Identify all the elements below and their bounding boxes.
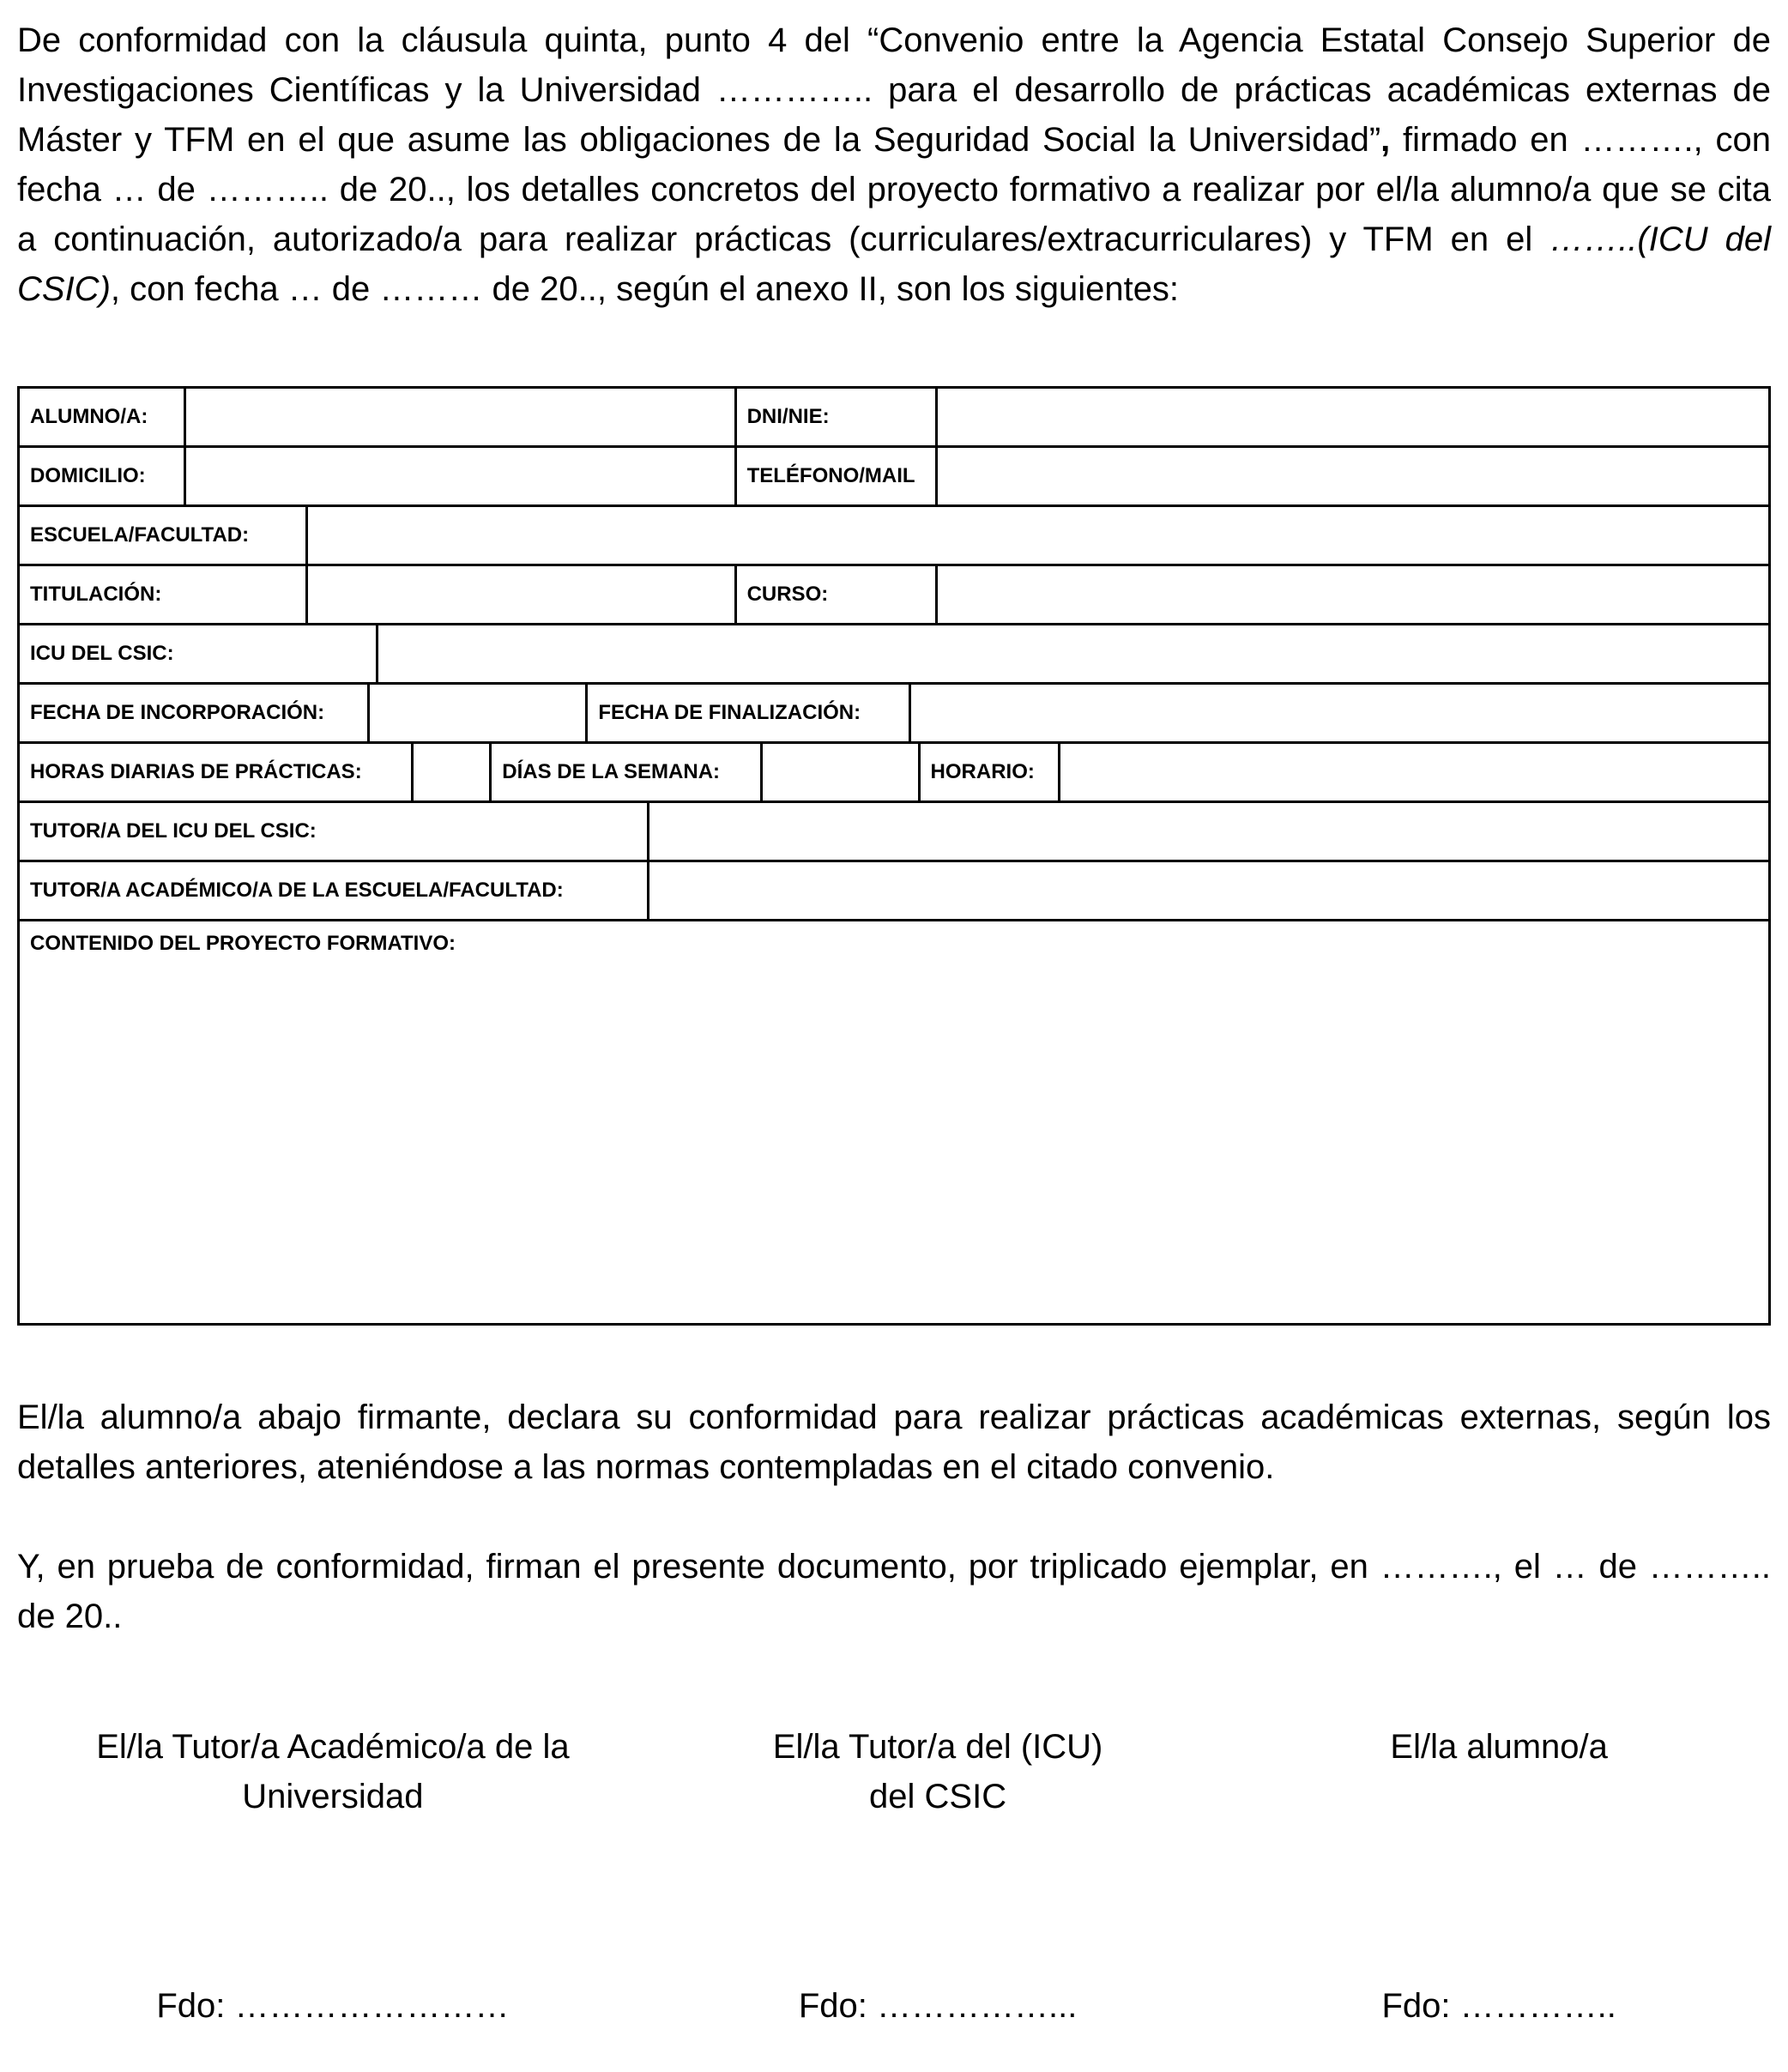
horas-diarias-label: HORAS DIARIAS DE PRÁCTICAS: (20, 744, 414, 800)
intro-paragraph (17, 15, 1771, 314)
fdo-tutor-universidad: Fdo: …………………… (156, 1987, 510, 2025)
fdo-tutor-icu: Fdo: ……………... (798, 1987, 1078, 2025)
dni-label: DNI/NIE: (737, 389, 938, 445)
signature-tutor-universidad-line2: Universidad (242, 1778, 424, 1815)
icu-field[interactable] (378, 625, 1768, 682)
horario-label: HORARIO: (921, 744, 1060, 800)
tutor-academico-label: TUTOR/A ACADÉMICO/A DE LA ESCUELA/FACULTAD: (20, 862, 649, 919)
dias-semana-field[interactable] (763, 744, 920, 800)
curso-label: CURSO: (737, 566, 938, 623)
table-row-domicilio (20, 448, 1768, 507)
signing-paragraph: Y, en prueba de conformidad, firman el presente documento, por triplicado ejemplar, en ………., el … de ……….. de 20.. (17, 1548, 1771, 1635)
titulacion-field[interactable] (308, 566, 736, 623)
fdo-alumno: Fdo: ………….. (1381, 1987, 1616, 2025)
dias-semana-label: DÍAS DE LA SEMANA: (492, 744, 763, 800)
signature-tutor-universidad-line1: El/la Tutor/a Académico/a de la (96, 1728, 570, 1766)
fdo-row (17, 1981, 1771, 2031)
escuela-field[interactable] (308, 507, 1768, 564)
dni-field[interactable] (938, 389, 1768, 445)
domicilio-label: DOMICILIO: (20, 448, 186, 504)
escuela-label: ESCUELA/FACULTAD: (20, 507, 308, 564)
signature-alumno (1227, 1722, 1771, 1821)
intro-text-3: , con fecha … de ……… de 20.., según el anexo II, son los siguientes: (110, 270, 1180, 308)
table-row-alumno (20, 389, 1768, 448)
horario-field[interactable] (1060, 744, 1768, 800)
fecha-finalizacion-label: FECHA DE FINALIZACIÓN: (588, 685, 911, 741)
signature-tutor-universidad (17, 1722, 649, 1821)
table-row-icu (20, 625, 1768, 685)
titulacion-label: TITULACIÓN: (20, 566, 308, 623)
alumno-label: ALUMNO/A: (20, 389, 186, 445)
table-row-tutor-academico (20, 862, 1768, 921)
table-row-horario (20, 744, 1768, 803)
intro-bold-comma: , (1380, 121, 1391, 159)
signature-tutor-icu-line1: El/la Tutor/a del (ICU) (772, 1728, 1103, 1766)
signature-headers (17, 1722, 1771, 1821)
domicilio-field[interactable] (186, 448, 737, 504)
table-row-titulacion (20, 566, 1768, 625)
tutor-icu-field[interactable] (649, 803, 1768, 860)
tutor-academico-field[interactable] (649, 862, 1768, 919)
icu-label: ICU DEL CSIC: (20, 625, 378, 682)
table-row-fechas (20, 685, 1768, 744)
tutor-icu-label: TUTOR/A DEL ICU DEL CSIC: (20, 803, 649, 860)
telefono-field[interactable] (938, 448, 1768, 504)
curso-field[interactable] (938, 566, 1768, 623)
intro-text-2: firmado en ………., con fecha … de ……….. de 20.., los detalles concretos del proyecto formativo a realizar por el/la alumno/a que se cita a continuación, autorizado/a para realizar prácticas (curriculares/extracurriculares) y TFM en el (17, 121, 1771, 258)
fecha-incorporacion-label: FECHA DE INCORPORACIÓN: (20, 685, 370, 741)
horas-diarias-field[interactable] (414, 744, 492, 800)
intro-italic-icu: ……..(ICU del CSIC) (17, 220, 1771, 308)
signature-alumno-line1: El/la alumno/a (1390, 1728, 1608, 1766)
telefono-label: TELÉFONO/MAIL (737, 448, 938, 504)
table-row-contenido (20, 921, 1768, 1323)
table-row-tutor-icu (20, 803, 1768, 862)
fecha-incorporacion-field[interactable] (370, 685, 589, 741)
form-table (17, 386, 1771, 1326)
contenido-field[interactable] (20, 921, 1768, 1323)
intro-text-1: De conformidad con la cláusula quinta, punto 4 del “Convenio entre la Agencia Estatal Consejo Superior de Investigaciones Científicas y la Universidad ………….. para el desarrollo de prácticas académicas externas de Máster y TFM en el que asume las obligaciones de la Seguridad Social la Universidad” (17, 21, 1771, 159)
table-row-escuela (20, 507, 1768, 566)
signature-tutor-icu-line2: del CSIC (869, 1778, 1007, 1815)
contenido-label: CONTENIDO DEL PROYECTO FORMATIVO: (30, 932, 456, 955)
conformity-paragraph: El/la alumno/a abajo firmante, declara su conformidad para realizar prácticas académicas externas, según los detalles anteriores, ateniéndose a las normas contempladas en el citado convenio. (17, 1398, 1771, 1486)
signature-tutor-icu (649, 1722, 1228, 1821)
alumno-field[interactable] (186, 389, 737, 445)
fecha-finalizacion-field[interactable] (911, 685, 1768, 741)
